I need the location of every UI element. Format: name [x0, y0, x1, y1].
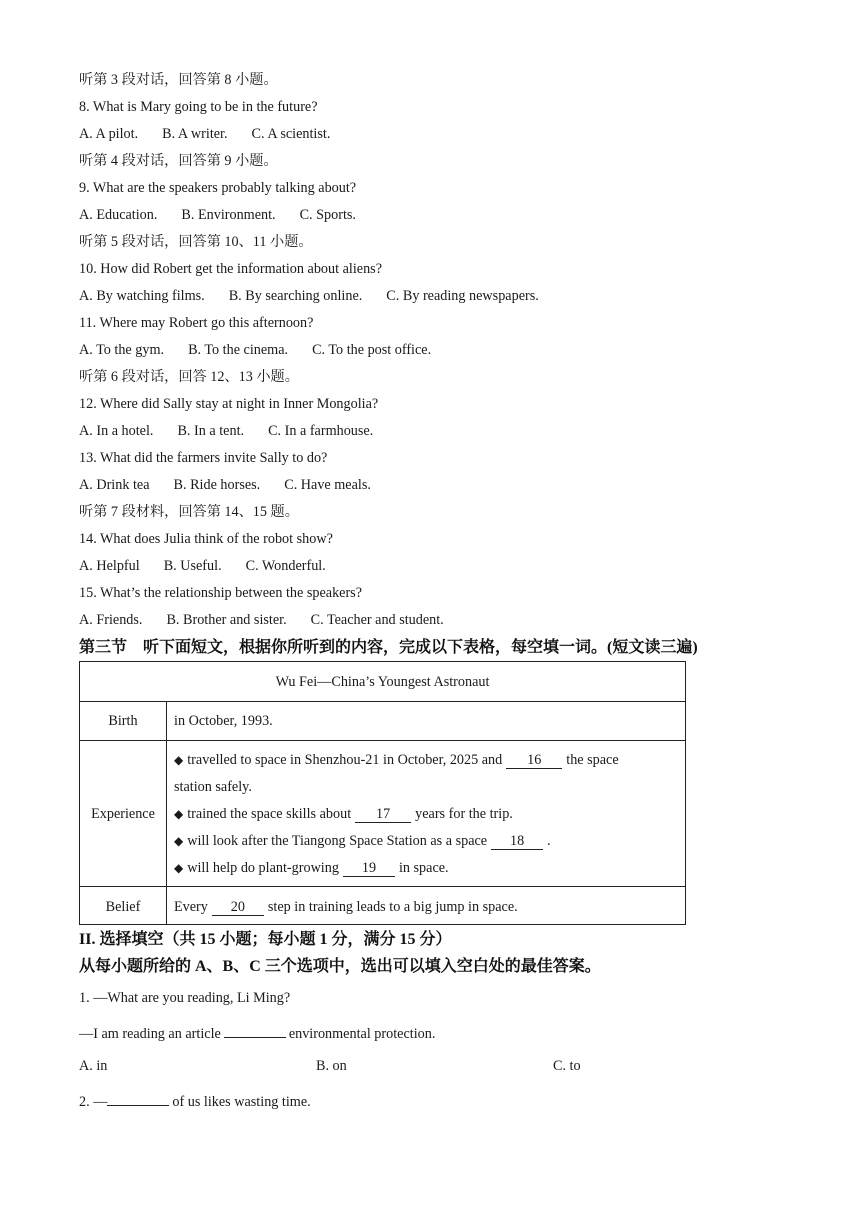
part2-instruction: 从每小题所给的 A、B、C 三个选项中，选出可以填入空白处的最佳答案。 — [79, 958, 601, 975]
exp-text: travelled to space in Shenzhou-21 in October, 2025 and — [187, 752, 503, 768]
q1-option-c: C. to — [553, 1058, 581, 1074]
option-a: A. Drink tea — [79, 477, 150, 493]
experience-line-4 — [174, 859, 449, 877]
diamond-bullet-icon: ◆ — [174, 807, 184, 821]
option-row — [79, 476, 395, 494]
option-b: B. To the cinema. — [188, 342, 289, 358]
exp-text: . — [547, 833, 551, 849]
part2-q1-line2 — [79, 1023, 435, 1043]
q2-text-pre: 2. — — [79, 1094, 108, 1110]
option-b: B. Brother and sister. — [166, 612, 287, 628]
exp-text: will help do plant-growing — [187, 860, 339, 876]
diamond-bullet-icon: ◆ — [174, 753, 184, 767]
q1-blank — [224, 1023, 286, 1038]
section3-heading: 第三节 听下面短文，根据你所听到的内容，完成以下表格，每空填一词。(短文读三遍) — [79, 639, 698, 656]
option-b: B. A writer. — [162, 126, 228, 142]
option-a: A. Helpful — [79, 558, 140, 574]
option-a: A. A pilot. — [79, 126, 139, 142]
option-row — [79, 611, 468, 629]
experience-line-2 — [174, 805, 513, 823]
belief-text — [174, 898, 518, 916]
question-text: 13. What did the farmers invite Sally to do? — [79, 450, 328, 466]
exp-text: will look after the Tiangong Space Station as a space — [187, 833, 488, 849]
question-text: 8. What is Mary going to be in the future? — [79, 99, 318, 115]
option-row — [79, 287, 563, 305]
diamond-bullet-icon: ◆ — [174, 834, 184, 848]
option-a: A. In a hotel. — [79, 423, 154, 439]
question-text: 12. Where did Sally stay at night in Inner Mongolia? — [79, 396, 379, 412]
birth-text: in October, 1993. — [174, 713, 273, 729]
table-rule — [80, 701, 685, 702]
listening-instruction: 听第 7 段材料，回答第 14、15 题。 — [79, 504, 299, 520]
exp-text: the space — [566, 752, 619, 768]
listening-instruction: 听第 5 段对话，回答第 10、11 小题。 — [79, 234, 313, 250]
option-b: B. Useful. — [163, 558, 222, 574]
option-b: B. In a tent. — [177, 423, 245, 439]
option-a: A. Education. — [79, 207, 158, 223]
option-a: A. To the gym. — [79, 342, 165, 358]
experience-line-1-cont: station safely. — [174, 779, 252, 795]
experience-label: Experience — [91, 806, 155, 822]
option-b: B. By searching online. — [228, 288, 363, 304]
blank-17: 17 — [355, 807, 411, 823]
option-a: A. Friends. — [79, 612, 143, 628]
option-row — [79, 422, 397, 440]
belief-text-pre: Every — [174, 899, 208, 915]
q2-text-post: of us likes wasting time. — [172, 1094, 311, 1110]
astronaut-table — [79, 661, 686, 925]
option-b: B. Ride horses. — [173, 477, 261, 493]
q1-text-pre: —I am reading an article — [79, 1026, 221, 1042]
option-row — [79, 206, 380, 224]
question-text: 14. What does Julia think of the robot show? — [79, 531, 333, 547]
question-text: 10. How did Robert get the information about aliens? — [79, 261, 382, 277]
birth-label: Birth — [108, 713, 138, 729]
option-row — [79, 341, 455, 359]
blank-16: 16 — [506, 753, 562, 769]
option-row — [79, 557, 350, 575]
option-c: C. Have meals. — [284, 477, 371, 493]
question-text: 15. What’s the relationship between the speakers? — [79, 585, 363, 601]
table-column-rule — [166, 701, 167, 924]
experience-line-1 — [174, 751, 619, 769]
part2-heading: II. 选择填空（共 15 小题；每小题 1 分，满分 15 分） — [79, 931, 452, 948]
option-row — [79, 125, 354, 143]
option-c: C. In a farmhouse. — [268, 423, 374, 439]
option-c: C. Sports. — [299, 207, 356, 223]
exp-text: trained the space skills about — [187, 806, 352, 822]
blank-20: 20 — [212, 900, 264, 916]
listening-instruction: 听第 4 段对话，回答第 9 小题。 — [79, 153, 278, 169]
option-c: C. A scientist. — [251, 126, 331, 142]
q2-blank — [107, 1091, 169, 1106]
table-rule — [80, 886, 685, 887]
belief-text-post: step in training leads to a big jump in space. — [267, 899, 518, 915]
q1-text-post: environmental protection. — [288, 1026, 436, 1042]
diamond-bullet-icon: ◆ — [174, 861, 184, 875]
blank-19: 19 — [343, 861, 395, 877]
listening-instruction: 听第 3 段对话，回答第 8 小题。 — [79, 72, 278, 88]
table-rule — [80, 740, 685, 741]
option-c: C. By reading newspapers. — [386, 288, 539, 304]
q1-option-b: B. on — [316, 1058, 347, 1074]
part2-q1-line1: 1. —What are you reading, Li Ming? — [79, 990, 291, 1006]
belief-label: Belief — [105, 899, 141, 915]
table-title: Wu Fei—China’s Youngest Astronaut — [275, 674, 490, 690]
option-c: C. To the post office. — [312, 342, 432, 358]
experience-line-3 — [174, 832, 551, 850]
option-a: A. By watching films. — [79, 288, 205, 304]
option-b: B. Environment. — [181, 207, 276, 223]
exp-text: years for the trip. — [415, 806, 513, 822]
q1-option-a: A. in — [79, 1058, 108, 1074]
listening-instruction: 听第 6 段对话，回答 12、13 小题。 — [79, 369, 299, 385]
option-c: C. Teacher and student. — [310, 612, 444, 628]
question-text: 9. What are the speakers probably talking about? — [79, 180, 357, 196]
question-text: 11. Where may Robert go this afternoon? — [79, 315, 314, 331]
option-c: C. Wonderful. — [245, 558, 326, 574]
blank-18: 18 — [491, 834, 543, 850]
exp-text: in space. — [398, 860, 449, 876]
part2-q2-line — [79, 1091, 311, 1111]
